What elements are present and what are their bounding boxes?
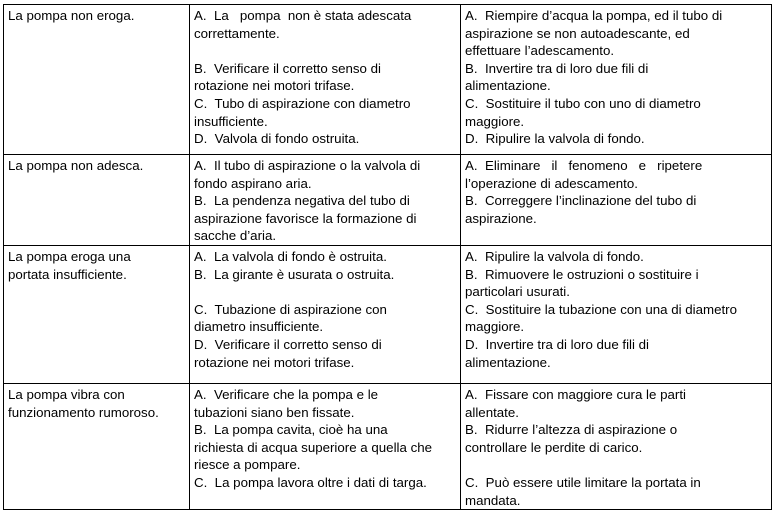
list-item	[194, 7, 456, 42]
list-item	[465, 474, 767, 509]
item-text-line: B. La pompa cavita, cioè ha una	[194, 422, 388, 438]
table-row	[4, 155, 772, 246]
list-item	[194, 386, 456, 421]
remedies-cell	[461, 155, 772, 246]
item-text-line: B. Ridurre l’altezza di aspirazione o	[465, 422, 678, 438]
blank-line	[465, 456, 767, 474]
item-text-line: mandata.	[465, 492, 521, 508]
list-item	[194, 266, 456, 284]
problem-text-line: La pompa vibra con	[8, 386, 125, 402]
problem-cell	[4, 155, 190, 246]
item-text-line: A. La valvola di fondo è ostruita.	[194, 248, 387, 264]
list-item	[194, 248, 456, 266]
problem-text-line: La pompa eroga una	[8, 248, 131, 264]
item-text-line: B. Invertire tra di loro due fili di	[465, 60, 649, 76]
item-text-line: l’operazione di adescamento.	[465, 175, 638, 191]
item-text-line: A. Ripulire la valvola di fondo.	[465, 248, 644, 264]
problem-text-line: La pompa non eroga.	[8, 8, 135, 23]
item-text-line: A. Riempire d’acqua la pompa, ed il tubo di	[465, 8, 723, 23]
item-text-line: correttamente.	[194, 25, 280, 41]
item-text-line: allentate.	[465, 404, 519, 420]
item-text-line: B. La girante è usurata o ostruita.	[194, 266, 395, 282]
list-item	[465, 192, 767, 227]
item-text-line: controllare le perdite di carico.	[465, 439, 643, 455]
item-text-line: maggiore.	[465, 319, 525, 335]
table-row	[4, 5, 772, 155]
list-item	[465, 301, 767, 336]
item-text-line: C. Tubazione di aspirazione con	[194, 301, 387, 317]
item-text-line: rotazione nei motori trifase.	[194, 78, 355, 94]
list-item	[465, 7, 767, 60]
item-text-line: aspirazione favorisce la formazione di	[194, 210, 417, 226]
list-item	[194, 60, 456, 95]
item-text-line: aspirazione se non autoadescante, ed	[465, 25, 690, 41]
causes-cell	[190, 155, 461, 246]
item-text-line: sacche d’aria.	[194, 228, 277, 244]
item-text-line: D. Invertire tra di loro due fili di	[465, 336, 650, 352]
item-text-line: insufficiente.	[194, 113, 268, 129]
list-item	[465, 130, 767, 148]
list-item	[194, 95, 456, 130]
problem-cell	[4, 245, 190, 383]
item-text-line: B. Correggere l’inclinazione del tubo di	[465, 193, 697, 209]
item-text-line: maggiore.	[465, 113, 525, 129]
list-item	[194, 192, 456, 245]
list-item	[194, 336, 456, 371]
remedies-cell	[461, 245, 772, 383]
problem-text-line: portata insufficiente.	[8, 266, 127, 282]
item-text-line: diametro insufficiente.	[194, 319, 324, 335]
item-text-line: B. La pendenza negativa del tubo di	[194, 193, 410, 209]
list-item	[465, 386, 767, 421]
list-item	[194, 421, 456, 474]
list-item	[465, 248, 767, 266]
item-text-line: A. Eliminare il fenomeno e ripetere	[465, 158, 703, 173]
list-item	[194, 130, 456, 148]
item-text-line: C. Tubo di aspirazione con diametro	[194, 95, 411, 111]
troubleshooting-table	[3, 4, 772, 510]
list-item	[465, 60, 767, 95]
list-item	[194, 157, 456, 192]
item-text-line: particolari usurati.	[465, 284, 570, 300]
item-text-line: A. La pompa non è stata adescata	[194, 8, 412, 23]
table-row	[4, 245, 772, 383]
remedies-cell	[461, 383, 772, 509]
blank-line	[194, 283, 456, 301]
blank-line	[194, 42, 456, 60]
item-text-line: D. Ripulire la valvola di fondo.	[465, 131, 645, 147]
causes-cell	[190, 383, 461, 509]
list-item	[465, 421, 767, 456]
item-text-line: B. Rimuovere le ostruzioni o sostituire i	[465, 266, 699, 282]
item-text-line: C. Sostituire la tubazione con una di diametro	[465, 301, 738, 317]
problem-text-line: funzionamento rumoroso.	[8, 404, 159, 420]
list-item	[465, 157, 767, 192]
causes-cell	[190, 5, 461, 155]
problem-cell	[4, 5, 190, 155]
table-row	[4, 383, 772, 509]
item-text-line: aspirazione.	[465, 210, 537, 226]
item-text-line: richiesta di acqua superiore a quella che	[194, 439, 433, 455]
list-item	[465, 266, 767, 301]
item-text-line: effettuare l’adescamento.	[465, 43, 615, 59]
item-text-line: tubazioni siano ben fissate.	[194, 404, 355, 420]
item-text-line: D. Verificare il corretto senso di	[194, 336, 382, 352]
causes-cell	[190, 245, 461, 383]
list-item	[465, 336, 767, 371]
list-item	[465, 95, 767, 130]
item-text-line: A. Il tubo di aspirazione o la valvola di	[194, 158, 421, 173]
list-item	[194, 474, 456, 492]
item-text-line: C. Può essere utile limitare la portata in	[465, 474, 701, 490]
item-text-line: alimentazione.	[465, 78, 551, 94]
item-text-line: alimentazione.	[465, 354, 551, 370]
item-text-line: rotazione nei motori trifase.	[194, 354, 355, 370]
problem-cell	[4, 383, 190, 509]
item-text-line: fondo aspirano aria.	[194, 175, 312, 191]
list-item	[194, 301, 456, 336]
item-text-line: C. La pompa lavora oltre i dati di targa.	[194, 474, 427, 490]
item-text-line: D. Valvola di fondo ostruita.	[194, 131, 360, 147]
remedies-cell	[461, 5, 772, 155]
table-body	[4, 5, 772, 510]
item-text-line: C. Sostituire il tubo con uno di diametro	[465, 95, 701, 111]
item-text-line: A. Verificare che la pompa e le	[194, 386, 379, 402]
item-text-line: riesce a pompare.	[194, 457, 301, 473]
item-text-line: A. Fissare con maggiore cura le parti	[465, 386, 686, 402]
problem-text-line: La pompa non adesca.	[8, 158, 144, 173]
item-text-line: B. Verificare il corretto senso di	[194, 60, 381, 76]
